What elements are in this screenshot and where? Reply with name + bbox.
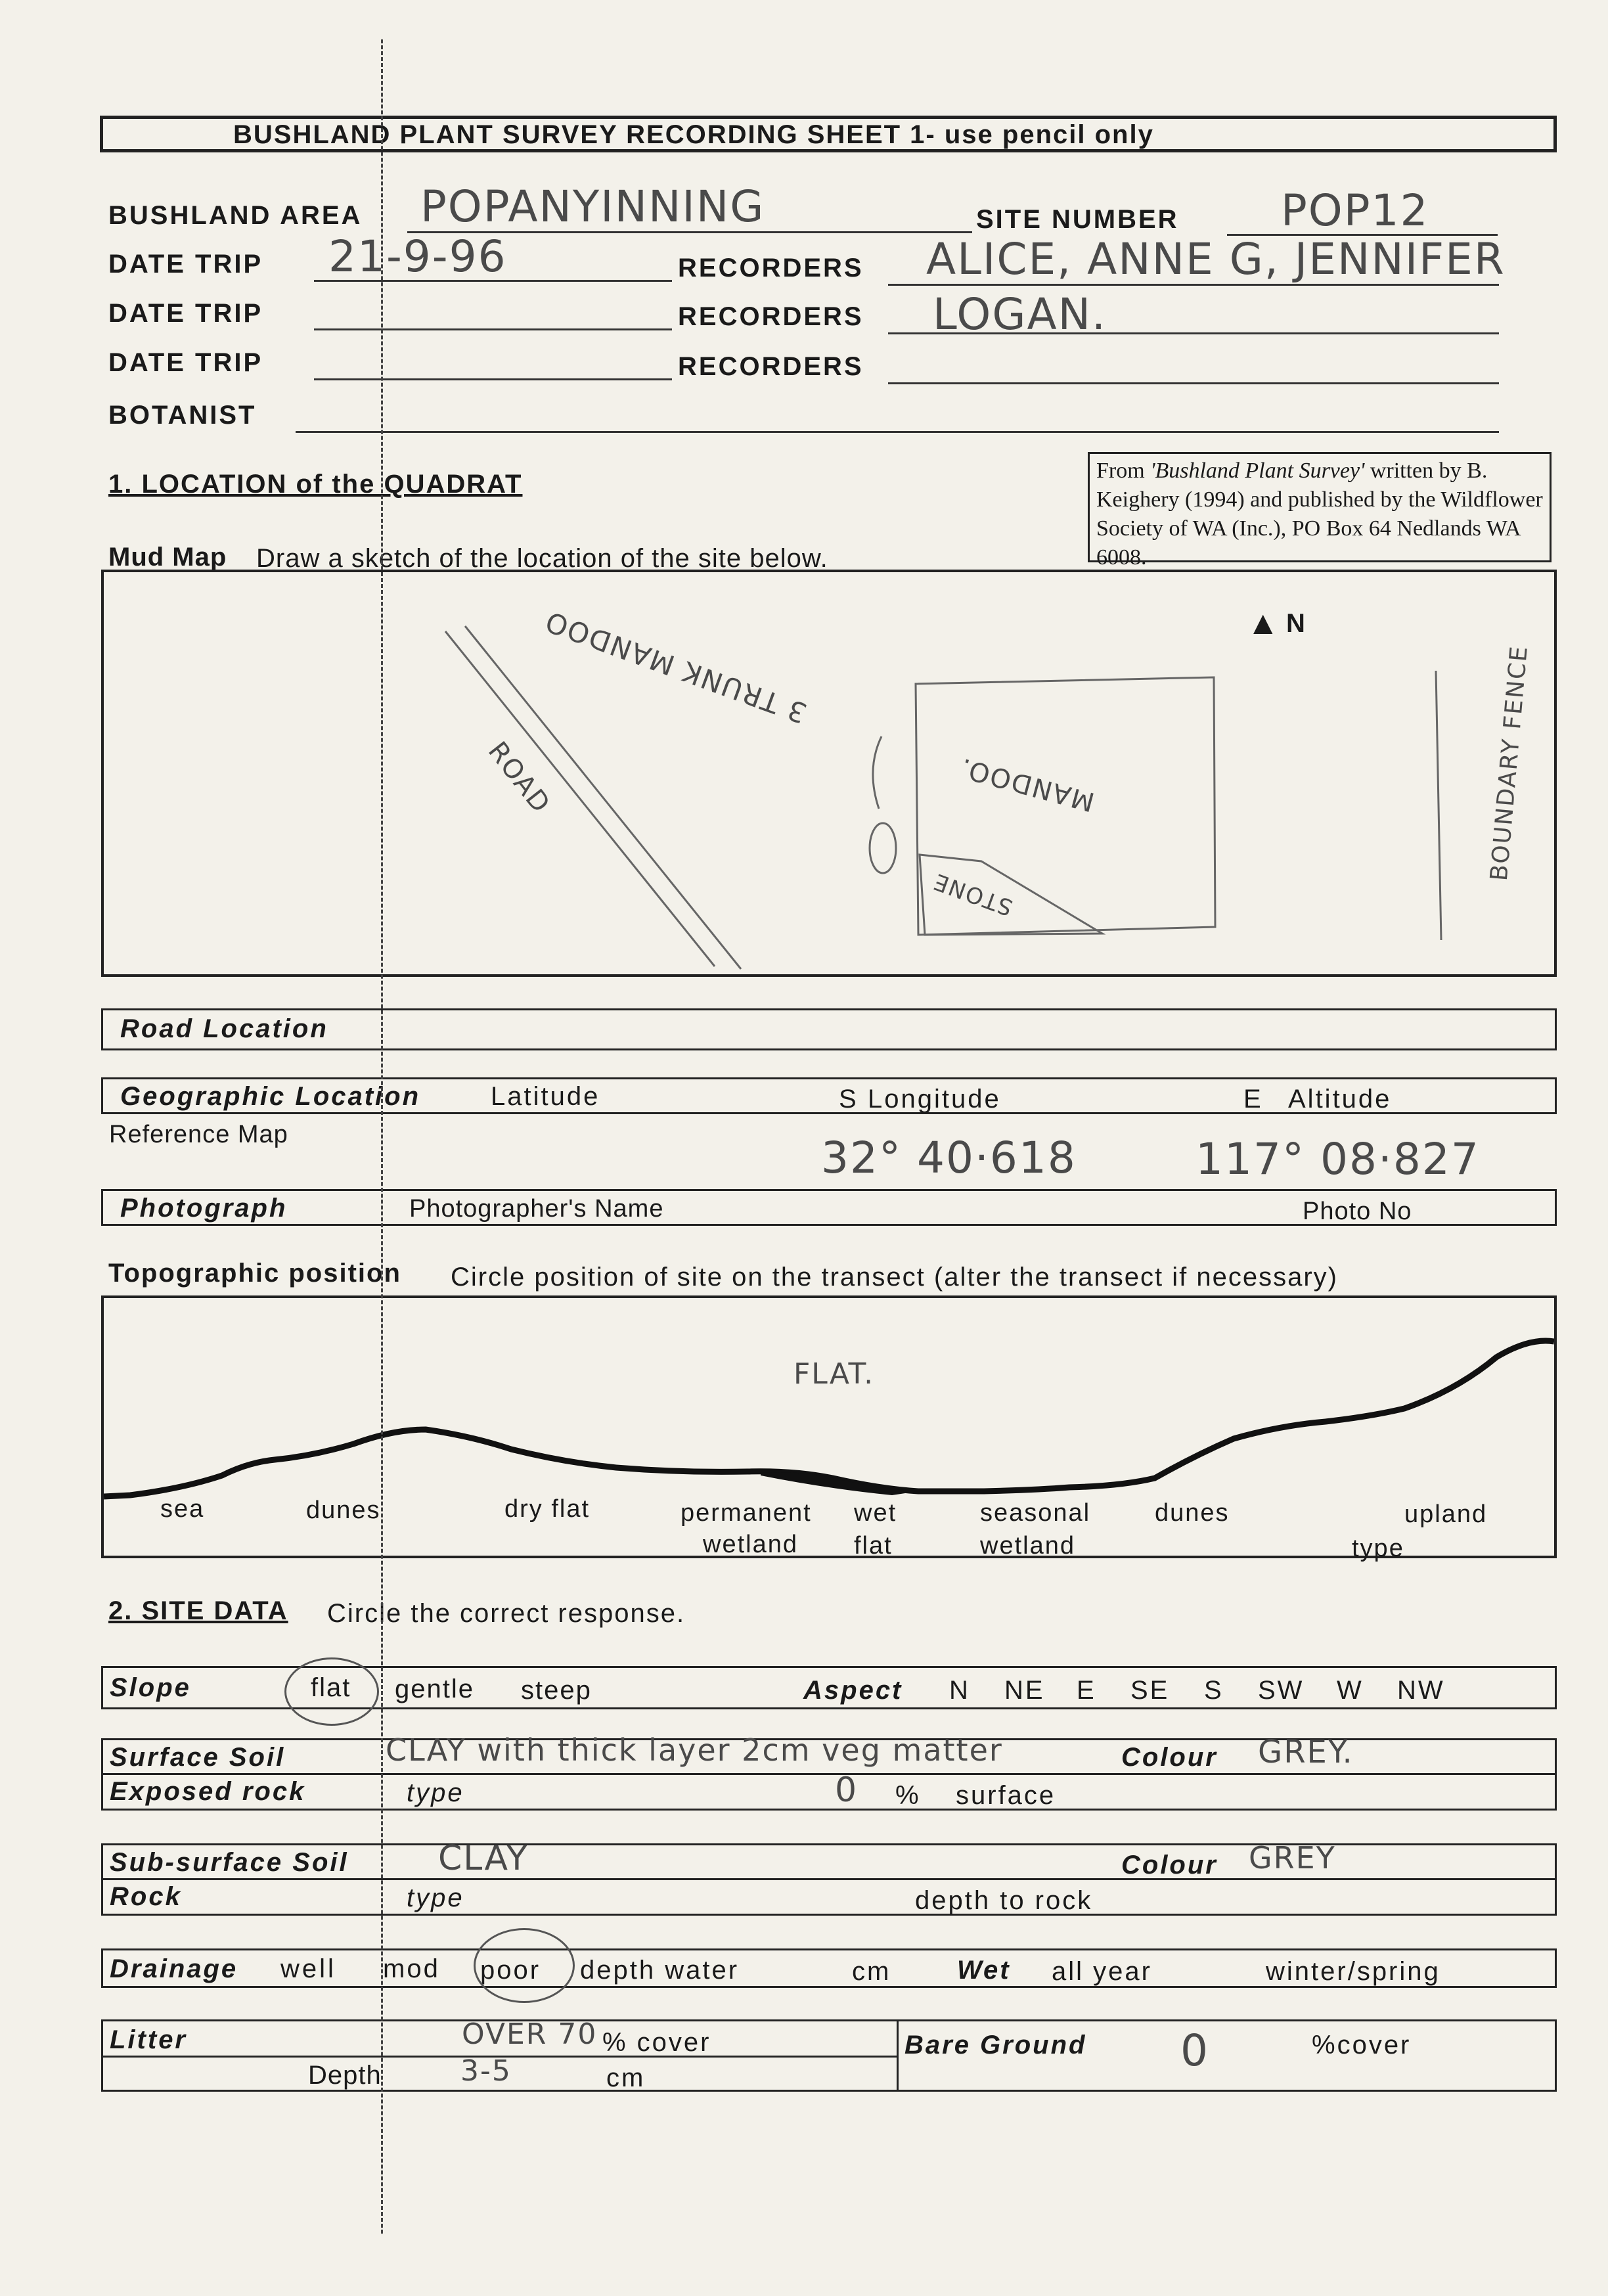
topo-seasonal[interactable]: seasonal [980, 1499, 1091, 1527]
surface-soil-value[interactable]: CLAY with thick layer 2cm veg matter [386, 1732, 1003, 1768]
subsurface-label: Sub-surface Soil [110, 1848, 349, 1877]
topo-dry-flat[interactable]: dry flat [504, 1495, 591, 1523]
mud-map-instruction: Draw a sketch of the location of the site below. [256, 544, 828, 573]
mud-map-sketch [104, 572, 1554, 974]
litter-depth-label: Depth [308, 2061, 382, 2090]
citation-text: written by B. Keighery (1994) and published by the Wildflower Society of WA (Inc.), PO Box 64 Nedlands WA 6008. [1096, 459, 1543, 570]
tree-circle [870, 823, 896, 873]
north-label: N [1286, 609, 1307, 638]
altitude-label: Altitude [1288, 1085, 1392, 1114]
depth-to-rock: depth to rock [915, 1886, 1093, 1915]
rock-label: Rock [110, 1882, 182, 1911]
north-arrow-icon: ▲ [1247, 604, 1280, 641]
aspect-sw[interactable]: SW [1258, 1676, 1305, 1705]
topo-label: Topographic position [108, 1259, 401, 1288]
slope-steep[interactable]: steep [521, 1676, 592, 1705]
sketch-boundary: BOUNDARY FENCE [1485, 644, 1534, 882]
recorders-value-2[interactable]: LOGAN. [933, 289, 1107, 340]
photograph-row[interactable] [101, 1189, 1557, 1226]
bare-ground-cover: %cover [1312, 2031, 1412, 2060]
geo-row[interactable] [101, 1077, 1557, 1114]
topo-annotation: FLAT. [793, 1357, 875, 1391]
s-label: S [839, 1085, 859, 1114]
road-location-label: Road Location [120, 1014, 328, 1043]
recorders-value-1[interactable]: ALICE, ANNE G, JENNIFER [926, 234, 1506, 284]
latitude-label: Latitude [491, 1082, 600, 1111]
citation-box [1088, 452, 1552, 570]
drainage-poor-circle [474, 1928, 575, 2003]
road-location-row[interactable] [101, 1008, 1557, 1050]
depth-water-label: depth water [580, 1956, 740, 1985]
topo-wet-flat[interactable]: flat [854, 1532, 893, 1560]
topo-dunes-2[interactable]: dunes [1155, 1499, 1230, 1527]
surface-soil-block[interactable] [101, 1732, 1557, 1811]
litter-cm: cm [606, 2063, 646, 2092]
wet-all-year[interactable]: all year [1052, 1957, 1152, 1986]
sketch-stone: STONE [929, 867, 1017, 921]
section2-heading: 2. SITE DATA [108, 1596, 288, 1625]
exposed-rock-type: type [407, 1778, 464, 1807]
sketch-mandoo: MANDOO. [956, 752, 1098, 817]
date-trip-line-2 [314, 328, 672, 330]
slope-flat-circle [284, 1657, 379, 1726]
botanist-line [296, 431, 1499, 433]
date-trip-label-1: DATE TRIP [108, 250, 263, 279]
aspect-se[interactable]: SE [1130, 1676, 1170, 1705]
date-trip-line-3 [314, 378, 672, 380]
recorders-line-3 [888, 382, 1499, 384]
wet-label: Wet [957, 1956, 1011, 1985]
aspect-e[interactable]: E [1077, 1676, 1096, 1705]
aspect-label: Aspect [803, 1676, 903, 1705]
exposed-rock-pct: % [895, 1781, 921, 1810]
wet-winter-spring[interactable]: winter/spring [1266, 1957, 1440, 1986]
date-trip-label-3: DATE TRIP [108, 348, 263, 377]
litter-value[interactable]: OVER 70 [462, 2017, 598, 2051]
surface-soil-label: Surface Soil [110, 1743, 286, 1772]
bushland-area-value[interactable]: POPANYINNING [420, 181, 765, 232]
subsurface-colour-value[interactable]: GREY [1249, 1840, 1336, 1876]
sketch-road: ROAD [481, 736, 556, 820]
subsurface-value[interactable]: CLAY [438, 1839, 529, 1878]
arrow-line [873, 736, 882, 809]
aspect-nw[interactable]: NW [1397, 1676, 1445, 1705]
bare-ground-label: Bare Ground [904, 2031, 1087, 2060]
bare-ground-divider [897, 2021, 899, 2090]
section1-heading: 1. LOCATION of the QUADRAT [108, 470, 523, 499]
latitude-value[interactable]: 32° 40·618 [821, 1133, 1077, 1183]
botanist-label: BOTANIST [108, 401, 257, 430]
longitude-label: Longitude [868, 1085, 1001, 1114]
drainage-well[interactable]: well [280, 1954, 336, 1983]
exposed-rock-value[interactable]: 0 [835, 1770, 859, 1810]
slope-label: Slope [110, 1673, 191, 1702]
exposed-rock-label: Exposed rock [110, 1777, 306, 1806]
topo-permanent-wetland[interactable]: wetland [703, 1531, 798, 1558]
recorders-label-3: RECORDERS [678, 352, 864, 381]
drainage-mod[interactable]: mod [383, 1954, 440, 1983]
recorders-label-2: RECORDERS [678, 302, 864, 331]
topo-upland[interactable]: upland [1404, 1500, 1488, 1528]
subsurface-divider [103, 1878, 1555, 1880]
topo-instruction: Circle position of site on the transect (alter the transect if necessary) [451, 1263, 1338, 1292]
bushland-area-label: BUSHLAND AREA [108, 201, 363, 230]
litter-cover: % cover [602, 2028, 711, 2057]
topo-upland-type[interactable]: type [1352, 1535, 1404, 1562]
section2-instruction: Circle the correct response. [327, 1599, 686, 1628]
topo-wet[interactable]: wet [854, 1499, 897, 1527]
photograph-label: Photograph [120, 1194, 288, 1223]
aspect-w[interactable]: W [1337, 1676, 1364, 1705]
topo-permanent[interactable]: permanent [681, 1499, 812, 1527]
slope-row[interactable] [101, 1666, 1557, 1709]
photo-no-label: Photo No [1303, 1198, 1412, 1225]
topo-dunes-1[interactable]: dunes [306, 1497, 381, 1524]
recorders-label-1: RECORDERS [678, 254, 864, 282]
fence-line [1436, 671, 1441, 940]
exposed-rock-surface: surface [956, 1781, 1056, 1810]
surface-colour-label: Colour [1121, 1743, 1218, 1772]
wetland-fill [761, 1472, 918, 1495]
geo-label: Geographic Location [120, 1082, 421, 1111]
surface-colour-value[interactable]: GREY. [1258, 1734, 1354, 1770]
subsurface-block[interactable] [101, 1839, 1557, 1916]
topo-box[interactable] [101, 1295, 1557, 1562]
sheet-title: BUSHLAND PLANT SURVEY RECORDING SHEET 1- use pencil only [233, 120, 1154, 149]
topo-sea[interactable]: sea [160, 1495, 205, 1523]
aspect-n[interactable]: N [949, 1676, 970, 1705]
litter-depth-value[interactable]: 3-5 [460, 2054, 512, 2088]
citation-prefix: From [1096, 459, 1145, 483]
photographer-name-label: Photographer's Name [409, 1195, 664, 1223]
drainage-cm: cm [852, 1957, 891, 1986]
date-trip-value-1[interactable]: 21-9-96 [328, 231, 507, 282]
rock-type: type [407, 1883, 464, 1912]
surface-soil-divider [103, 1773, 1555, 1775]
mud-map-label: Mud Map [108, 543, 227, 572]
title-bar [100, 116, 1557, 152]
drainage-row[interactable] [101, 1948, 1557, 1988]
reference-map-label: Reference Map [109, 1121, 288, 1148]
aspect-ne[interactable]: NE [1004, 1676, 1045, 1705]
aspect-s[interactable]: S [1204, 1676, 1224, 1705]
slope-gentle[interactable]: gentle [395, 1675, 474, 1703]
drainage-label: Drainage [110, 1954, 238, 1983]
longitude-value[interactable]: 117° 08·827 [1195, 1134, 1480, 1184]
drainage-poor[interactable]: poor [480, 1956, 541, 1985]
subsurface-colour-label: Colour [1121, 1851, 1218, 1880]
date-trip-label-2: DATE TRIP [108, 299, 263, 328]
citation-book: 'Bushland Plant Survey' [1150, 459, 1365, 483]
fold-line [381, 39, 383, 2234]
sketch-trees: 3 TRUNK MANDOO [540, 604, 811, 730]
site-number-value[interactable]: POP12 [1281, 185, 1429, 236]
site-number-label: SITE NUMBER [976, 205, 1179, 234]
bare-ground-value[interactable]: 0 [1180, 2025, 1209, 2076]
litter-label: Litter [110, 2025, 187, 2054]
litter-block[interactable] [101, 2019, 1557, 2092]
e-label: E [1243, 1085, 1263, 1114]
slope-flat[interactable]: flat [311, 1673, 351, 1702]
topo-seasonal-wetland[interactable]: wetland [980, 1532, 1075, 1560]
mud-map-box[interactable] [101, 570, 1557, 977]
